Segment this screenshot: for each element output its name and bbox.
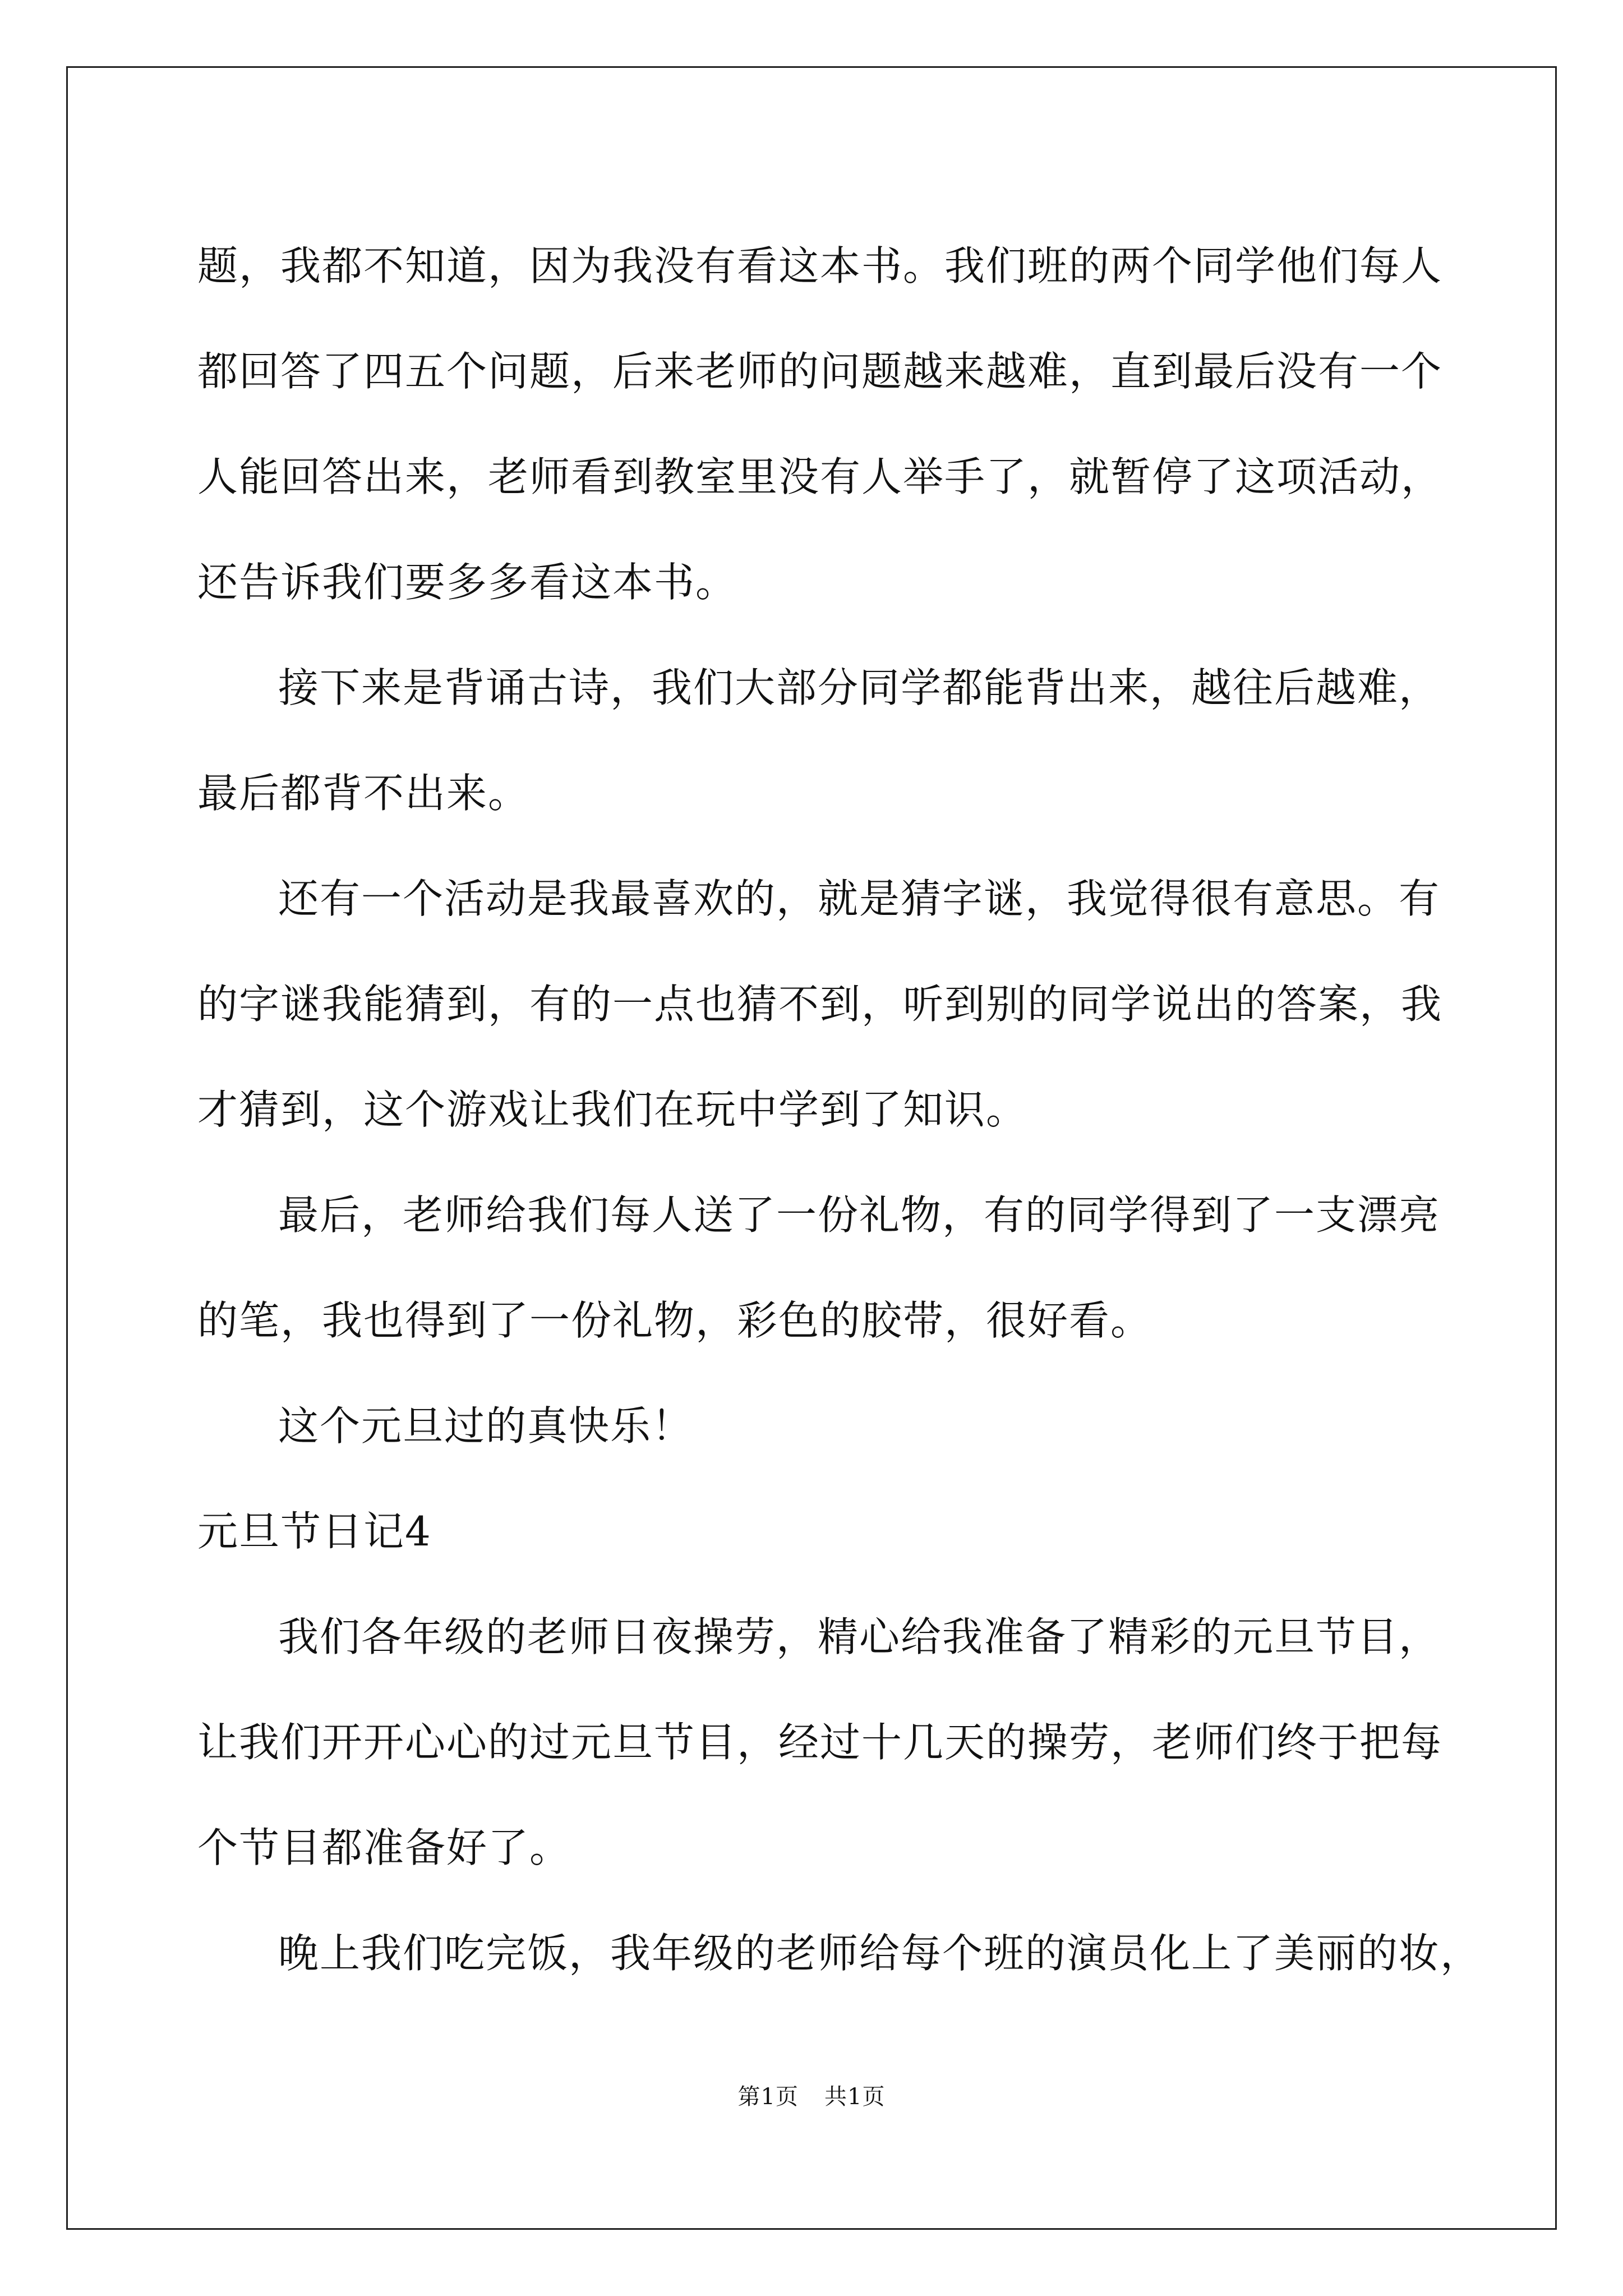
text-line: 还告诉我们要多多看这本书。 (197, 559, 737, 606)
text-line: 还有一个活动是我最喜欢的，就是猜字谜，我觉得很有意思。有 (278, 875, 1441, 922)
text-line: 晚上我们吃完饭，我年级的老师给每个班的演员化上了美丽的妆， (278, 1930, 1482, 1977)
section-heading: 元旦节日记4 (197, 1508, 432, 1555)
text-line: 的字谜我能猜到，有的一点也猜不到，听到别的同学说出的答案，我 (197, 981, 1443, 1028)
text-line: 都回答了四五个问题，后来老师的问题越来越难，直到最后没有一个 (197, 348, 1443, 395)
page-total: 共1页 (824, 2084, 886, 2110)
page-footer (0, 2080, 1623, 2114)
text-line: 才猜到，这个游戏让我们在玩中学到了知识。 (197, 1086, 1028, 1133)
text-line: 让我们开开心心的过元旦节目，经过十几天的操劳，老师们终于把每 (197, 1719, 1443, 1766)
page-number: 第1页 (737, 2084, 799, 2110)
document-body (197, 213, 1482, 2006)
text-line: 题，我都不知道，因为我没有看这本书。我们班的两个同学他们每人 (197, 242, 1443, 289)
text-line: 我们各年级的老师日夜操劳，精心给我准备了精彩的元旦节目， (278, 1613, 1441, 1660)
text-line: 人能回答出来，老师看到教室里没有人举手了，就暂停了这项活动， (197, 453, 1443, 500)
text-line: 这个元旦过的真快乐！ (278, 1402, 694, 1450)
text-line: 的笔，我也得到了一份礼物，彩色的胶带，很好看。 (197, 1297, 1152, 1344)
text-line: 最后，老师给我们每人送了一份礼物，有的同学得到了一支漂亮 (278, 1191, 1441, 1239)
text-line: 接下来是背诵古诗，我们大部分同学都能背出来，越往后越难， (278, 664, 1441, 711)
text-line: 个节目都准备好了。 (197, 1824, 571, 1871)
text-line: 最后都背不出来。 (197, 770, 530, 817)
